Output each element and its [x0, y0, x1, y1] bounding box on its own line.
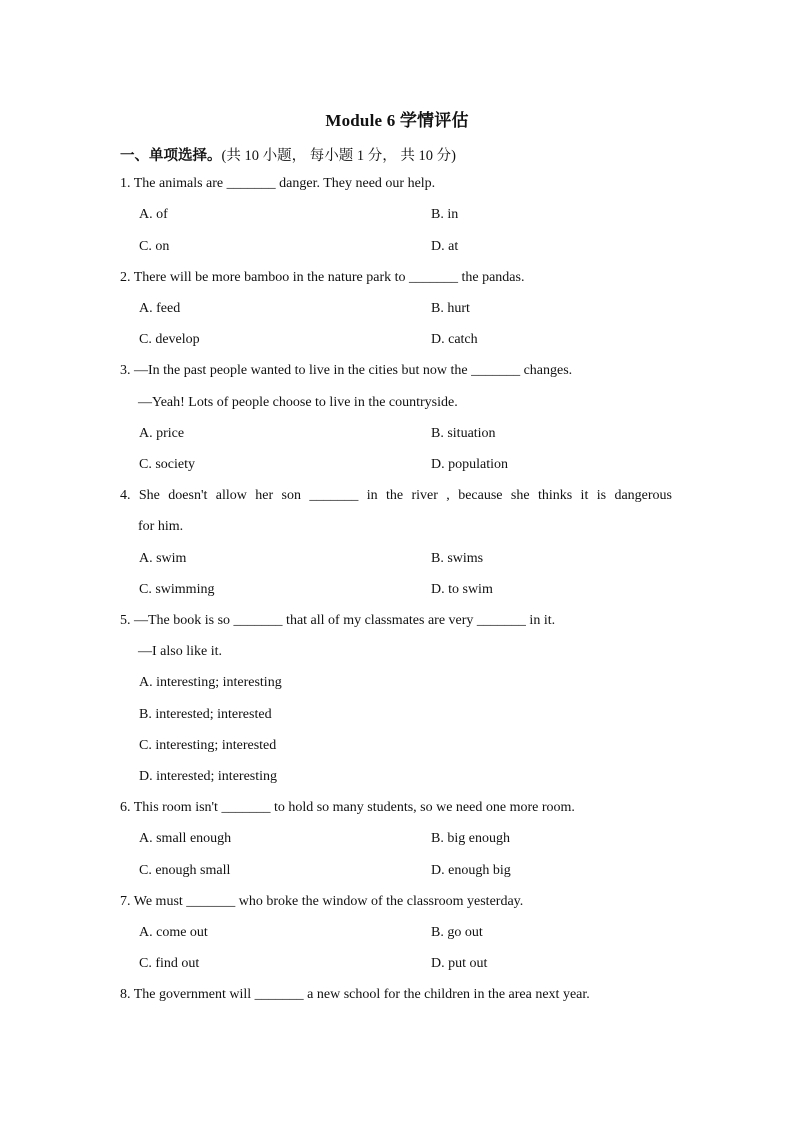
q6-option-d: D. enough big	[431, 863, 511, 878]
question-6: 6. This room isn't _______ to hold so many students, so we need one more room.	[120, 800, 575, 815]
question-1: 1. The animals are _______ danger. They need our help.	[120, 176, 436, 191]
q3-option-b: B. situation	[431, 426, 496, 441]
q5-option-a: A. interesting; interesting	[139, 675, 282, 690]
q6-option-a: A. small enough	[139, 831, 232, 846]
q7-option-d: D. put out	[431, 956, 488, 971]
question-3-reply: —Yeah! Lots of people choose to live in the countryside.	[138, 395, 458, 410]
question-8: 8. The government will _______ a new school for the children in the area next year.	[120, 987, 590, 1002]
q3-option-c: C. society	[139, 457, 195, 472]
q2-option-c: C. develop	[139, 332, 200, 347]
q7-option-a: A. come out	[139, 925, 208, 940]
q2-option-b: B. hurt	[431, 301, 470, 316]
page-title: Module 6 学情评估	[325, 111, 469, 130]
section-heading	[120, 144, 456, 165]
q3-option-a: A. price	[139, 426, 185, 441]
question-2: 2. There will be more bamboo in the nature park to _______ the pandas.	[120, 270, 525, 285]
question-7: 7. We must _______ who broke the window of the classroom yesterday.	[120, 894, 524, 909]
section-note: (共 10 小题， 每小题 1 分， 共 10 分)	[221, 148, 456, 164]
q4-option-b: B. swims	[431, 551, 484, 566]
q6-option-c: C. enough small	[139, 863, 231, 878]
question-5-reply: —I also like it.	[138, 644, 222, 659]
q6-option-b: B. big enough	[431, 831, 510, 846]
question-4-continuation: for him.	[138, 519, 184, 534]
q7-option-c: C. find out	[139, 956, 200, 971]
q5-option-b: B. interested; interested	[139, 707, 272, 722]
question-5: 5. —The book is so _______ that all of my classmates are very _______ in it.	[120, 613, 556, 628]
q1-option-b: B. in	[431, 207, 459, 222]
q3-option-d: D. population	[431, 457, 508, 472]
q5-option-c: C. interesting; interested	[139, 738, 277, 753]
q4-option-c: C. swimming	[139, 582, 215, 597]
q1-option-c: C. on	[139, 239, 170, 254]
q5-option-d: D. interested; interesting	[139, 769, 278, 784]
q7-option-b: B. go out	[431, 925, 483, 940]
q1-option-d: D. at	[431, 239, 459, 254]
q1-option-a: A. of	[139, 207, 168, 222]
question-3: 3. —In the past people wanted to live in the cities but now the _______ changes.	[120, 363, 573, 378]
q4-option-a: A. swim	[139, 551, 187, 566]
q2-option-a: A. feed	[139, 301, 181, 316]
q2-option-d: D. catch	[431, 332, 478, 347]
q4-option-d: D. to swim	[431, 582, 493, 597]
section-label: 一、单项选择。	[120, 148, 222, 164]
question-4: 4. She doesn't allow her son _______ in the river , because she thinks it is dangerous	[120, 488, 672, 503]
